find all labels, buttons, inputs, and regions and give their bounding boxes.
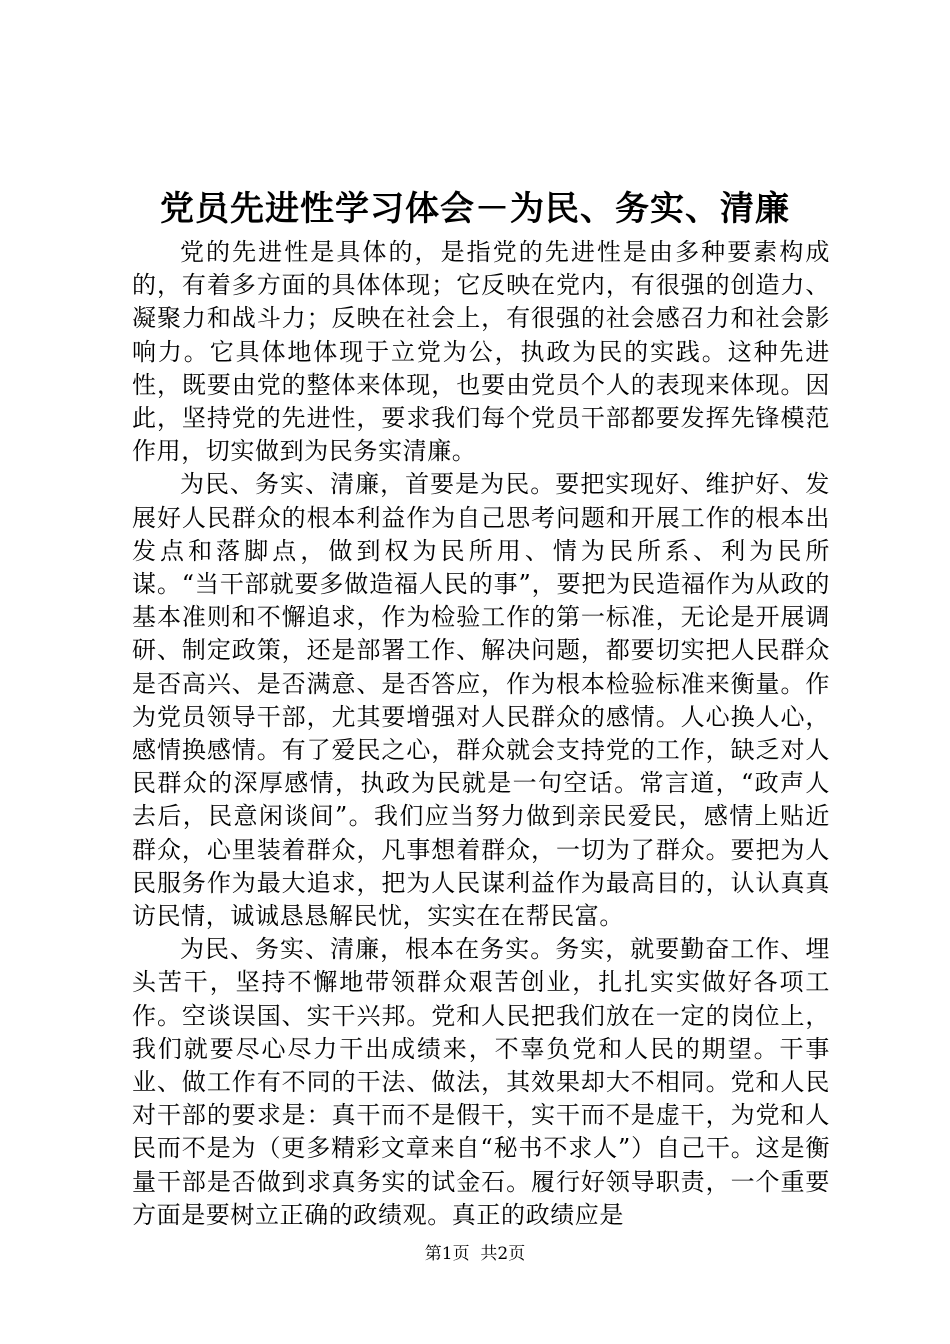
page-total: 共2页: [480, 1244, 526, 1264]
document-title: 党员先进性学习体会－为民、务实、清廉: [160, 189, 790, 229]
page-number: 第1页: [424, 1244, 470, 1264]
paragraph: 为民、务实、清廉，首要是为民。要把实现好、维护好、发展好人民群众的根本利益作为自己思考问题和开展工作的根本出发点和落脚点，做到权为民所用、情为民所系、利为民所谋。“当干部就要多做造福人民的事”，要把为民造福作为从政的基本准则和不懈追求，作为检验工作的第一标准，无论是开展调研、制定政策，还是部署工作、解决问题，都要切实把人民群众是否高兴、是否满意、是否答应，作为根本检验标准来衡量。作为党员领导干部，尤其要增强对人民群众的感情。人心换人心，感情换感情。有了爱民之心，群众就会支持党的工作，缺乏对人民群众的深厚感情，执政为民就是一句空话。常言道，“政声人去后，民意闲谈间”。我们应当努力做到亲民爱民，感情上贴近群众，心里装着群众，凡事想着群众，一切为了群众。要把为人民服务作为最大追求，把为人民谋利益作为最高目的，认认真真访民情，诚诚恳恳解民忧，实实在在帮民富。: [132, 470, 830, 931]
document-body: [132, 236, 830, 1232]
paragraph: 党的先进性是具体的，是指党的先进性是由多种要素构成的，有着多方面的具体体现；它反映在党内，有很强的创造力、凝聚力和战斗力；反映在社会上，有很强的社会感召力和社会影响力。它具体地体现于立党为公，执政为民的实践。这种先进性，既要由党的整体来体现，也要由党员个人的表现来体现。因此，坚持党的先进性，要求我们每个党员干部都要发挥先锋模范作用，切实做到为民务实清廉。: [132, 238, 830, 466]
paragraph: 为民、务实、清廉，根本在务实。务实，就要勤奋工作、埋头苦干，坚持不懈地带领群众艰苦创业，扎扎实实做好各项工作。空谈误国、实干兴邦。党和人民把我们放在一定的岗位上，我们就要尽心尽力干出成绩来，不辜负党和人民的期望。干事业、做工作有不同的干法、做法，其效果却大不相同。党和人民对干部的要求是：真干而不是假干，实干而不是虚干，为党和人民而不是为（更多精彩文章来自“秘书不求人”）自己干。这是衡量干部是否做到求真务实的试金石。履行好领导职责，一个重要方面是要树立正确的政绩观。真正的政绩应是: [132, 935, 830, 1229]
page-footer: [0, 1242, 950, 1266]
